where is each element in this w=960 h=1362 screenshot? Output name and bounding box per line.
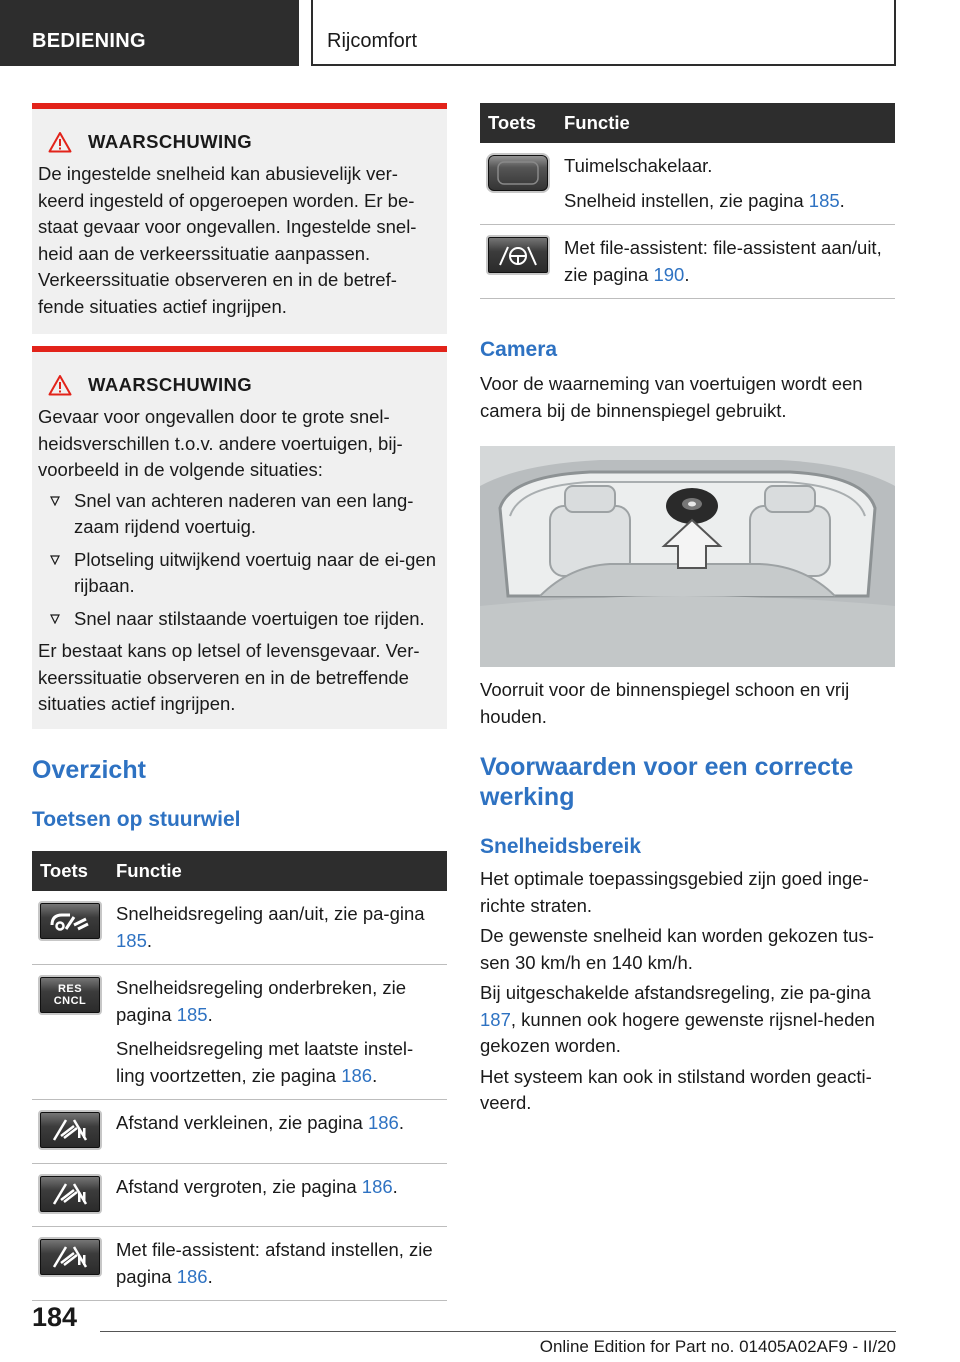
- warning-list: [38, 488, 441, 633]
- warning-title: WAARSCHUWING: [38, 131, 441, 153]
- page-link[interactable]: 185: [808, 189, 840, 211]
- section-title: BEDIENING: [0, 0, 299, 66]
- footer-divider: [100, 1331, 896, 1332]
- warning-triangle-icon: [48, 374, 72, 396]
- list-item: Snel van achteren naderen van een lang-zaam rijdend voertuig.: [38, 488, 441, 541]
- traffic-jam-assistant-icon: [486, 235, 550, 275]
- warning-text: De ingestelde snelheid kan abusievelijk ver-keerd ingesteld of opgeroepen worden. Er be-staat gevaar voor ongevallen. Ingestelde snel-heid aan de verkeerssituatie aanpassen. Verkeerssituatie observeren en in de betref-fende situaties actief ingrijpen.: [38, 163, 417, 317]
- right-column: [480, 103, 895, 1117]
- left-column: [32, 103, 447, 1301]
- cruise-control-icon: [38, 901, 102, 941]
- page-link[interactable]: 186: [341, 1064, 373, 1086]
- bullet-triangle-icon: [50, 614, 60, 624]
- distance-icon: [38, 1237, 102, 1277]
- page-number: 184: [32, 1302, 78, 1332]
- distance-icon: [38, 1174, 102, 1214]
- page-link[interactable]: 186: [176, 1265, 208, 1287]
- chapter-title: Rijcomfort: [311, 0, 896, 66]
- page-link[interactable]: 185: [116, 929, 147, 951]
- table-row: Tuimelschakelaar. Snelheid instellen, zie pagina 185.: [480, 143, 895, 225]
- warning-intro: Gevaar voor ongevallen door te grote snel-heidsverschillen t.o.v. andere voertuigen, bij-voorbeeld in de volgende situaties:: [38, 406, 403, 480]
- paragraph: Het systeem kan ook in stilstand worden geacti-veerd.: [480, 1065, 872, 1113]
- bullet-triangle-icon: [50, 555, 60, 565]
- res-cncl-icon: RES CNCL: [38, 975, 102, 1015]
- paragraph: Bij uitgeschakelde afstandsregeling, zie pa-gina 187, kunnen ook hogere gewenste rijsnel-heden gekozen worden.: [480, 982, 875, 1056]
- edition-note: Online Edition for Part no. 01405A02AF9 - II/20: [539, 1337, 896, 1356]
- additional-keys-table: [480, 103, 895, 299]
- table-row: Snelheidsregeling aan/uit, zie pa-gina 185.: [32, 891, 447, 965]
- list-item: Plotseling uitwijkend voertuig naar de ei-gen rijbaan.: [38, 547, 441, 600]
- rocker-switch-icon: [486, 153, 550, 193]
- page-link[interactable]: 186: [361, 1175, 393, 1197]
- page-link[interactable]: 190: [653, 263, 685, 285]
- paragraph: De gewenste snelheid kan worden gekozen tus-sen 30 km/h en 140 km/h.: [480, 925, 874, 973]
- page-link[interactable]: 186: [367, 1112, 399, 1133]
- column-header-function: Functie: [556, 103, 895, 143]
- table-header-row: [480, 103, 895, 143]
- column-header-key: Toets: [32, 851, 108, 891]
- overview-heading: Overzicht: [32, 756, 146, 784]
- page-link[interactable]: 185: [176, 1003, 208, 1025]
- warning-box-1: [32, 103, 447, 334]
- warning-title: WAARSCHUWING: [38, 374, 441, 396]
- page-link[interactable]: 187: [480, 1008, 511, 1030]
- warning-outro: Er bestaat kans op letsel of levensgevaar. Ver-keerssituatie observeren en in de betreffende situaties actief ingrijpen.: [38, 640, 420, 714]
- steering-wheel-keys-heading: Toetsen op stuurwiel: [32, 808, 241, 831]
- warning-box-2: [32, 346, 447, 729]
- distance-icon: [38, 1110, 102, 1150]
- column-header-function: Functie: [108, 851, 447, 891]
- column-header-key: Toets: [480, 103, 556, 143]
- conditions-heading: Voorwaarden voor een correcte werking: [480, 753, 854, 811]
- camera-heading: Camera: [480, 338, 558, 361]
- camera-text: Voor de waarneming van voertuigen wordt een camera bij de binnenspiegel gebruikt.: [480, 373, 863, 421]
- page-header: [0, 0, 960, 66]
- table-row: Afstand vergroten, zie pagina 186.: [32, 1163, 447, 1227]
- camera-caption: Voorruit voor de binnenspiegel schoon en vrij houden.: [480, 679, 850, 727]
- warning-triangle-icon: [48, 131, 72, 153]
- windshield-camera-image: [480, 446, 895, 667]
- table-row: Met file-assistent: file-assistent aan/uit, zie pagina 190.: [480, 225, 895, 299]
- bullet-triangle-icon: [50, 496, 60, 506]
- table-row: RES CNCL Snelheidsregeling onderbreken, zie pagina 185. Snelheidsregeling met laatste instel-ling voortzetten, zie pagina 186.: [32, 965, 447, 1100]
- paragraph: Het optimale toepassingsgebied zijn goed inge-richte straten.: [480, 868, 869, 916]
- steering-wheel-keys-table: [32, 851, 447, 1301]
- table-row: Met file-assistent: afstand instellen, zie pagina 186.: [32, 1227, 447, 1301]
- table-row: Afstand verkleinen, zie pagina 186.: [32, 1100, 447, 1164]
- speed-range-heading: Snelheidsbereik: [480, 835, 642, 858]
- table-header-row: [32, 851, 447, 891]
- list-item: Snel naar stilstaande voertuigen toe rijden.: [38, 606, 441, 633]
